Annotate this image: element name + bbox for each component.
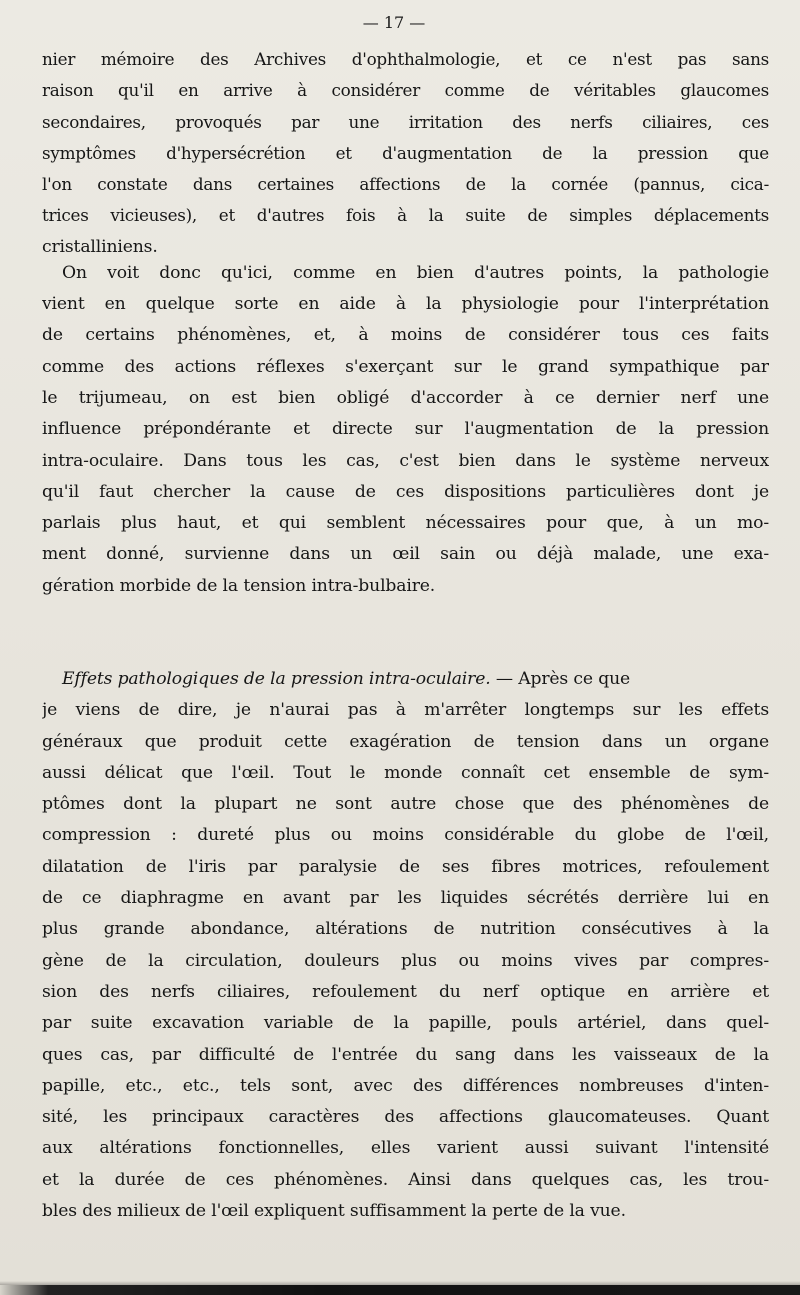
- text-line: bles des milieux de l'œil expliquent suffisamment la perte de la vue.: [42, 1201, 626, 1222]
- section-title: Effets pathologiques de la pression intra-oculaire.: [62, 669, 491, 689]
- text-line: par suite excavation variable de la papille, pouls artériel, dans quel-: [42, 1013, 769, 1034]
- text-line: et la durée de ces phénomènes. Ainsi dans quelques cas, les trou-: [42, 1169, 769, 1190]
- text-line: plus grande abondance, altérations de nutrition consécutives à la: [42, 919, 769, 940]
- text-line: le trijumeau, on est bien obligé d'accorder à ce dernier nerf une: [42, 387, 769, 408]
- section-first-line: [42, 664, 769, 695]
- text-line: compression : dureté plus ou moins considérable du globe de l'œil,: [42, 825, 769, 846]
- page-bottom-edge: [0, 1285, 800, 1295]
- text-line: vient en quelque sorte en aide à la physiologie pour l'interprétation: [42, 294, 769, 315]
- text-line: ptômes dont la plupart ne sont autre chose que des phénomènes de: [42, 794, 769, 815]
- text-line: On voit donc qu'ici, comme en bien d'autres points, la pathologie: [62, 262, 769, 283]
- text-line: ment donné, survienne dans un œil sain ou déjà malade, une exa-: [42, 544, 769, 565]
- body-text-section: [42, 664, 769, 1227]
- text-line: parlais plus haut, et qui semblent nécessaires pour que, à un mo-: [42, 513, 769, 534]
- text-line: l'on constate dans certaines affections de la cornée (pannus, cica-: [42, 174, 769, 195]
- text-line: aux altérations fonctionnelles, elles varient aussi suivant l'intensité: [42, 1138, 769, 1159]
- text-line: aussi délicat que l'œil. Tout le monde connaît cet ensemble de sym-: [42, 762, 769, 783]
- text-line: comme des actions réflexes s'exerçant sur le grand sympathique par: [42, 356, 769, 377]
- text-line: papille, etc., etc., tels sont, avec des différences nombreuses d'inten-: [42, 1075, 769, 1096]
- text-line: intra-oculaire. Dans tous les cas, c'est bien dans le système nerveux: [42, 450, 769, 471]
- text-line: généraux que produit cette exagération de tension dans un organe: [42, 731, 769, 752]
- text-line: gération morbide de la tension intra-bulbaire.: [42, 575, 436, 596]
- text-line: sion des nerfs ciliaires, refoulement du nerf optique en arrière et: [42, 981, 769, 1002]
- text-line: cristalliniens.: [42, 236, 158, 257]
- text-line: raison qu'il en arrive à considérer comme de véritables glaucomes: [42, 80, 769, 101]
- text-line: ques cas, par difficulté de l'entrée du sang dans les vaisseaux de la: [42, 1044, 769, 1065]
- text-line: symptômes d'hypersécrétion et d'augmentation de la pression que: [42, 142, 769, 163]
- body-text-upper: [42, 44, 769, 602]
- text-line: nier mémoire des Archives d'ophthalmologie, et ce n'est pas sans: [42, 49, 769, 69]
- text-line: trices vicieuses), et d'autres fois à la suite de simples déplacements: [42, 205, 769, 226]
- text-line: qu'il faut chercher la cause de ces dispositions particulières dont je: [42, 481, 769, 502]
- text-line: secondaires, provoqués par une irritation des nerfs ciliaires, ces: [42, 111, 769, 132]
- text-line: gène de la circulation, douleurs plus ou moins vives par compres-: [42, 950, 769, 971]
- text-line: influence prépondérante et directe sur l'augmentation de la pression: [42, 419, 769, 440]
- page-number: — 17 —: [362, 13, 426, 32]
- section-first-line-rest: — Après ce que: [490, 669, 631, 689]
- text-line: dilatation de l'iris par paralysie de ses fibres motrices, refoulement: [42, 856, 769, 877]
- text-line: je viens de dire, je n'aurai pas à m'arrêter longtemps sur les effets: [42, 700, 769, 721]
- text-line: sité, les principaux caractères des affections glaucomateuses. Quant: [42, 1107, 769, 1128]
- text-line: de ce diaphragme en avant par les liquides sécrétés derrière lui en: [42, 888, 769, 909]
- text-line: de certains phénomènes, et, à moins de considérer tous ces faits: [42, 325, 769, 346]
